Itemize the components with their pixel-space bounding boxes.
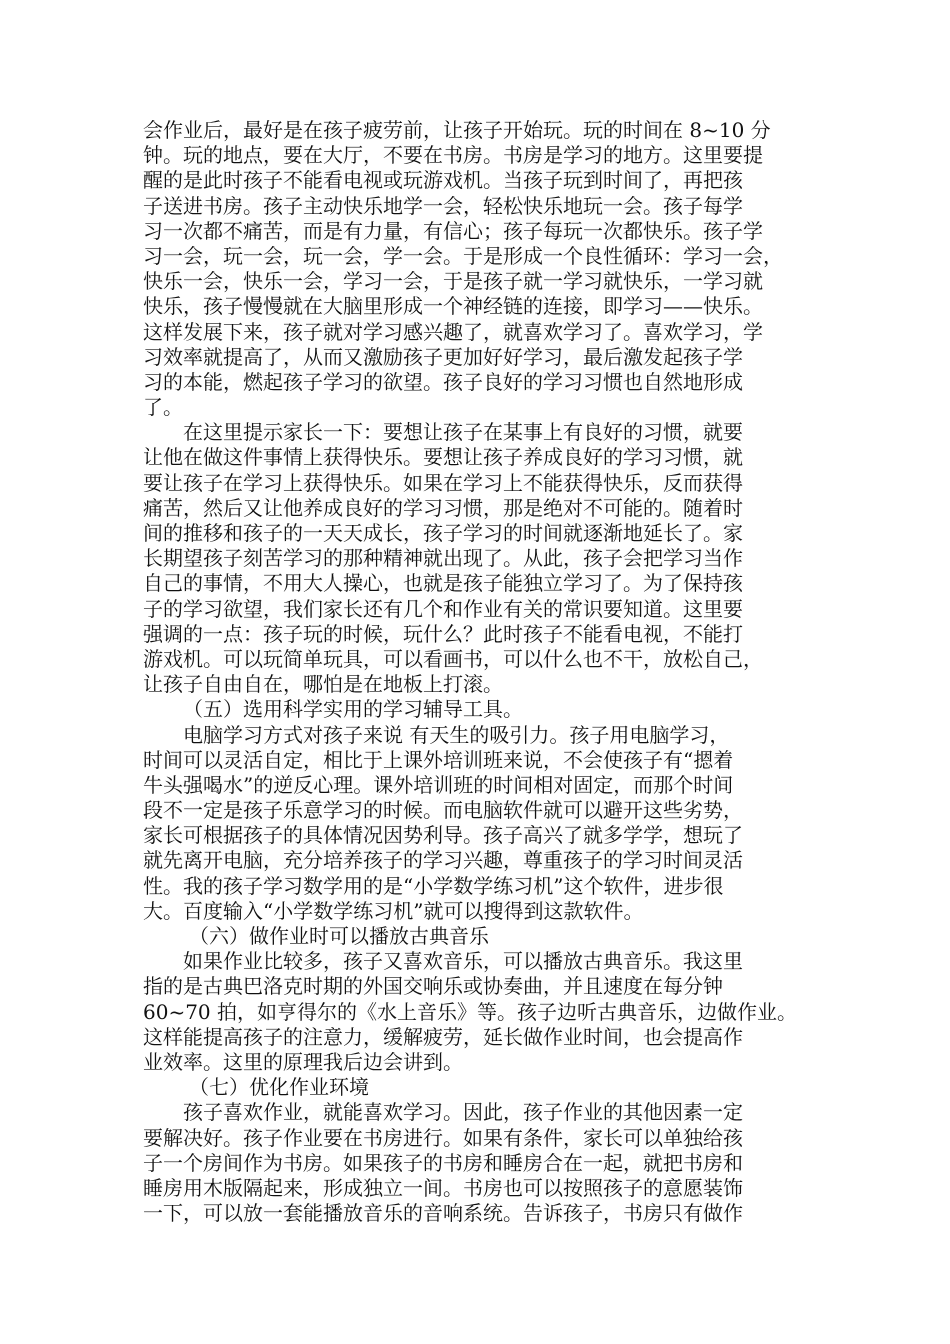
text-line: 性。我的孩子学习数学用的是“小学数学练习机”这个软件，进步很 [143,873,724,898]
text-line: 自己的事情，不用大人操心，也就是孩子能独立学习了。为了保持孩 [143,571,743,596]
text-line: 要解决好。孩子作业要在书房进行。如果有条件，家长可以单独给孩 [143,1125,743,1150]
text-line: 会作业后，最好是在孩子疲劳前，让孩子开始玩。玩的时间在 8~10 分 [143,118,771,142]
text-line: 要让孩子在学习上获得快乐。如果在学习上不能获得快乐，反而获得 [143,470,743,495]
text-line: 60~70 拍，如亨得尔的《水上音乐》等。孩子边听古典音乐，边做作业。 [143,999,798,1024]
text-line: 让孩子自由自在，哪怕是在地板上打滚。 [143,672,503,697]
text-line: 间的推移和孩子的一天天成长，孩子学习的时间就逐渐地延长了。家 [143,521,743,545]
text-line: 游戏机。可以玩简单玩具，可以看画书，可以什么也不干，放松自己， [143,646,763,671]
paragraph-start-line: 在这里提示家长一下：要想让孩子在某事上有良好的习惯，就要 [183,420,743,445]
paragraph-start-line: 如果作业比较多，孩子又喜欢音乐，可以播放古典音乐。我这里 [183,949,743,974]
text-line: 习的本能，燃起孩子学习的欲望。孩子良好的学习习惯也自然地形成 [143,369,743,394]
paragraph-start-line: 电脑学习方式对孩子来说 有天生的吸引力。孩子用电脑学习， [183,722,730,747]
text-line: 大。百度输入“小学数学练习机”就可以搜得到这款软件。 [143,898,644,923]
text-line: 强调的一点：孩子玩的时候，玩什么？此时孩子不能看电视，不能打 [143,621,743,646]
paragraph-start-line: 孩子喜欢作业，就能喜欢学习。因此，孩子作业的其他因素一定 [183,1100,743,1125]
document-page [143,118,823,1226]
text-line: 习一次都不痛苦，而是有力量，有信心；孩子每玩一次都快乐。孩子学 [143,218,763,243]
text-line: 快乐一会，快乐一会，学习一会，于是孩子就一学习就快乐，一学习就 [143,269,763,294]
text-line: 子送进书房。孩子主动快乐地学一会，轻松快乐地玩一会。孩子每学 [143,193,743,218]
text-line: 习效率就提高了，从而又激励孩子更加好好学习，最后激发起孩子学 [143,344,743,369]
text-line: 子的学习欲望，我们家长还有几个和作业有关的常识要知道。这里要 [143,596,743,621]
text-line: 钟。玩的地点，要在大厅，不要在书房。书房是学习的地方。这里要提 [143,143,763,168]
text-line: 段不一定是孩子乐意学习的时候。而电脑软件就可以避开这些劣势， [143,798,743,823]
text-line: 一下，可以放一套能播放音乐的音响系统。告诉孩子，书房只有做作 [143,1201,743,1226]
section-heading-6: （六）做作业时可以播放古典音乐 [189,924,489,948]
text-line: 痛苦，然后又让他养成良好的学习习惯，那是绝对不可能的。随着时 [143,495,743,520]
text-line: 让他在做这件事情上获得快乐。要想让孩子养成良好的学习习惯，就 [143,445,743,470]
text-line: 醒的是此时孩子不能看电视或玩游戏机。当孩子玩到时间了，再把孩 [143,168,743,193]
text-line: 指的是古典巴洛克时期的外国交响乐或协奏曲，并且速度在每分钟 [143,974,723,999]
section-heading-5: （五）选用科学实用的学习辅导工具。 [183,697,523,722]
text-line: 这样能提高孩子的注意力，缓解疲劳，延长做作业时间，也会提高作 [143,1024,743,1049]
text-line: 子一个房间作为书房。如果孩子的书房和睡房合在一起，就把书房和 [143,1150,743,1175]
text-line: 习一会，玩一会，玩一会，学一会。于是形成一个良性循环：学习一会， [143,243,783,268]
text-line: 快乐，孩子慢慢就在大脑里形成一个神经链的连接，即学习——快乐。 [143,294,763,319]
text-line: 这样发展下来，孩子就对学习感兴趣了，就喜欢学习了。喜欢学习，学 [143,319,763,344]
text-line: 时间可以灵活自定，相比于上课外培训班来说，不会使孩子有“摁着 [143,747,734,772]
text-line: 了。 [143,395,183,420]
text-line: 长期望孩子刻苦学习的那种精神就出现了。从此，孩子会把学习当作 [143,546,743,571]
text-line: 就先离开电脑，充分培养孩子的学习兴趣，尊重孩子的学习时间灵活 [143,848,743,873]
text-line: 家长可根据孩子的具体情况因势利导。孩子高兴了就多学学，想玩了 [143,823,743,848]
text-line: 睡房用木版隔起来，形成独立一间。书房也可以按照孩子的意愿装饰 [143,1175,743,1200]
section-heading-7: （七）优化作业环境 [189,1075,369,1100]
text-line: 业效率。这里的原理我后边会讲到。 [143,1049,463,1074]
text-line: 牛头强喝水”的逆反心理。课外培训班的时间相对固定，而那个时间 [143,772,734,797]
